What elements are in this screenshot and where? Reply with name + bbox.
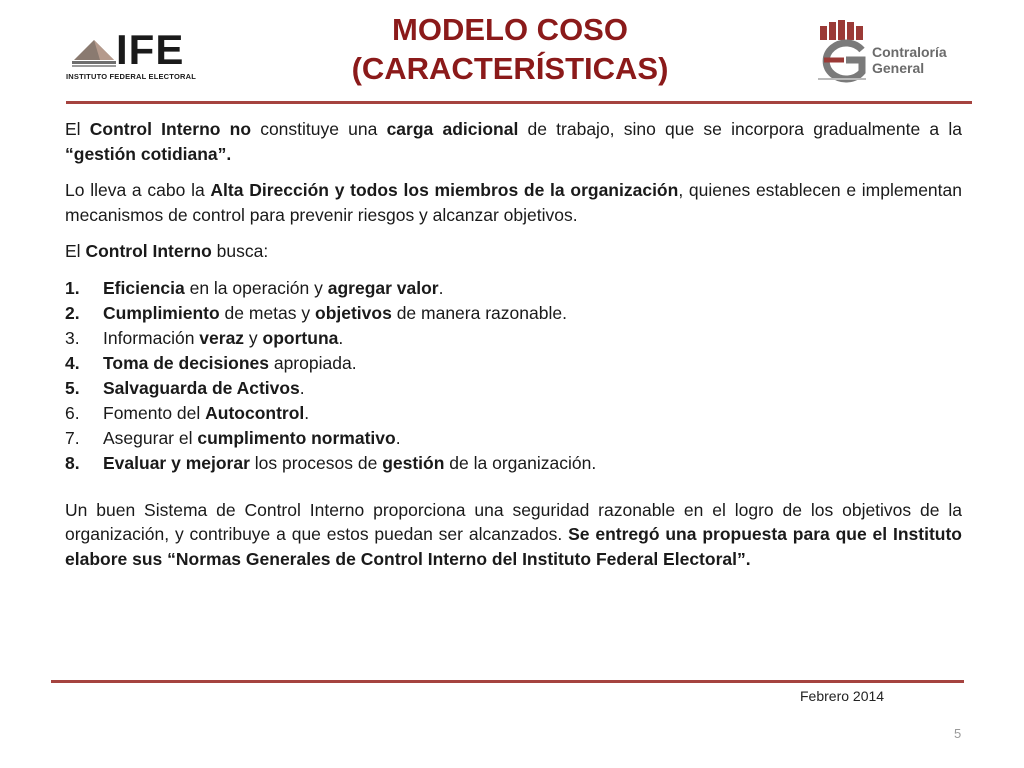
list-item-text (103, 351, 357, 376)
bold-text-run: gestión (382, 452, 445, 473)
paragraph-sistema-control (65, 498, 962, 572)
bold-text-run: Se entregó una propuesta para que el Instituto elabore sus “Normas Generales de Control Interno del Instituto Federal Electoral”. (65, 524, 962, 569)
bold-text-run: objetivos (315, 302, 392, 323)
contraloria-logo (814, 20, 974, 86)
list-item-number: 8. (65, 452, 80, 473)
text-run: de manera razonable. (391, 302, 567, 323)
list-item-text (103, 451, 596, 476)
list-item-text (103, 276, 444, 301)
text-run: constituye una (251, 119, 387, 139)
paragraph-alta-direccion (65, 178, 962, 227)
list-item-text (103, 376, 305, 401)
page-number: 5 (954, 726, 962, 741)
text-run: . (395, 427, 401, 448)
bold-text-run: oportuna (262, 327, 339, 348)
text-run: . (304, 402, 310, 423)
ife-logo-subtitle: INSTITUTO FEDERAL ELECTORAL (66, 72, 196, 81)
list-item-number: 5. (65, 377, 80, 398)
ife-logo (66, 26, 212, 84)
text-run: Asegurar el (103, 427, 198, 448)
list-item (65, 276, 962, 301)
page-title (280, 10, 740, 88)
list-item (65, 351, 962, 376)
text-run: El (65, 119, 90, 139)
text-run: Fomento del (103, 402, 206, 423)
text-run: Información (103, 327, 200, 348)
paragraph-control-interno (65, 117, 962, 166)
bold-text-run: cumplimento normativo (197, 427, 396, 448)
list-item-text (103, 301, 567, 326)
paragraph-busca (65, 239, 962, 264)
list-item-number: 2. (65, 302, 80, 323)
text-run: los procesos de (249, 452, 383, 473)
list-item (65, 426, 962, 451)
bold-text-run: carga adicional (386, 119, 519, 139)
contraloria-emblem-icon (814, 20, 870, 84)
bold-text-run: Alta Dirección y todos los miembros de la organización (210, 180, 679, 200)
list-item-text (103, 326, 343, 351)
list-item (65, 451, 962, 476)
bold-text-run: Control Interno (85, 241, 212, 261)
slide-body (65, 117, 962, 583)
footer-date: Febrero 2014 (800, 688, 885, 704)
list-item-text (103, 401, 309, 426)
list-item-number: 7. (65, 427, 80, 448)
title-line-2: (CARACTERÍSTICAS) (351, 51, 669, 86)
list-item-number: 3. (65, 327, 80, 348)
list-item-number: 1. (65, 277, 80, 298)
objectives-list (65, 276, 962, 476)
text-run: Lo lleva a cabo la (65, 180, 211, 200)
bold-text-run: Eficiencia (103, 277, 185, 298)
text-run: . (338, 327, 344, 348)
text-run: y (244, 327, 263, 348)
bold-text-run: Control Interno no (89, 119, 252, 139)
bold-text-run: agregar valor (327, 277, 439, 298)
contraloria-line-1: Contraloría (872, 44, 947, 60)
ife-pyramid-icon (70, 30, 116, 70)
text-run: . (438, 277, 444, 298)
text-run: . (299, 377, 305, 398)
list-item (65, 376, 962, 401)
list-item (65, 326, 962, 351)
text-run: busca: (211, 241, 269, 261)
ife-logo-word: IFE (116, 26, 185, 73)
bold-text-run: Cumplimiento (103, 302, 220, 323)
bold-text-run: veraz (199, 327, 245, 348)
list-item-number: 4. (65, 352, 80, 373)
contraloria-line-2: General (872, 60, 925, 76)
footer-divider (51, 680, 964, 683)
list-item (65, 301, 962, 326)
text-run: El (65, 241, 86, 261)
text-run: , quienes establecen e implementan mecanismos de control para prevenir riesgos y alcanzar objetivos. (65, 180, 962, 225)
bold-text-run: Salvaguarda de Activos (103, 377, 300, 398)
text-run: de metas y (219, 302, 315, 323)
list-item-text (103, 426, 401, 451)
bold-text-run: Autocontrol (205, 402, 305, 423)
contraloria-logo-text (872, 44, 947, 76)
list-item (65, 401, 962, 426)
bold-text-run: Toma de decisiones (103, 352, 269, 373)
text-run: apropiada. (268, 352, 357, 373)
list-item-number: 6. (65, 402, 80, 423)
header-divider (66, 101, 972, 104)
text-run: Un buen Sistema de Control Interno proporciona una seguridad razonable en el logro de los objetivos de la organización, y contribuye a que estos puedan ser alcanzados. (65, 499, 962, 544)
bold-text-run: “gestión cotidiana”. (65, 143, 232, 164)
bold-text-run: Evaluar y mejorar (103, 452, 250, 473)
title-line-1: MODELO COSO (392, 12, 628, 47)
text-run: de la organización. (444, 452, 597, 473)
text-run: en la operación y (184, 277, 328, 298)
text-run: de trabajo, sino que se incorpora gradualmente a la (518, 119, 962, 139)
